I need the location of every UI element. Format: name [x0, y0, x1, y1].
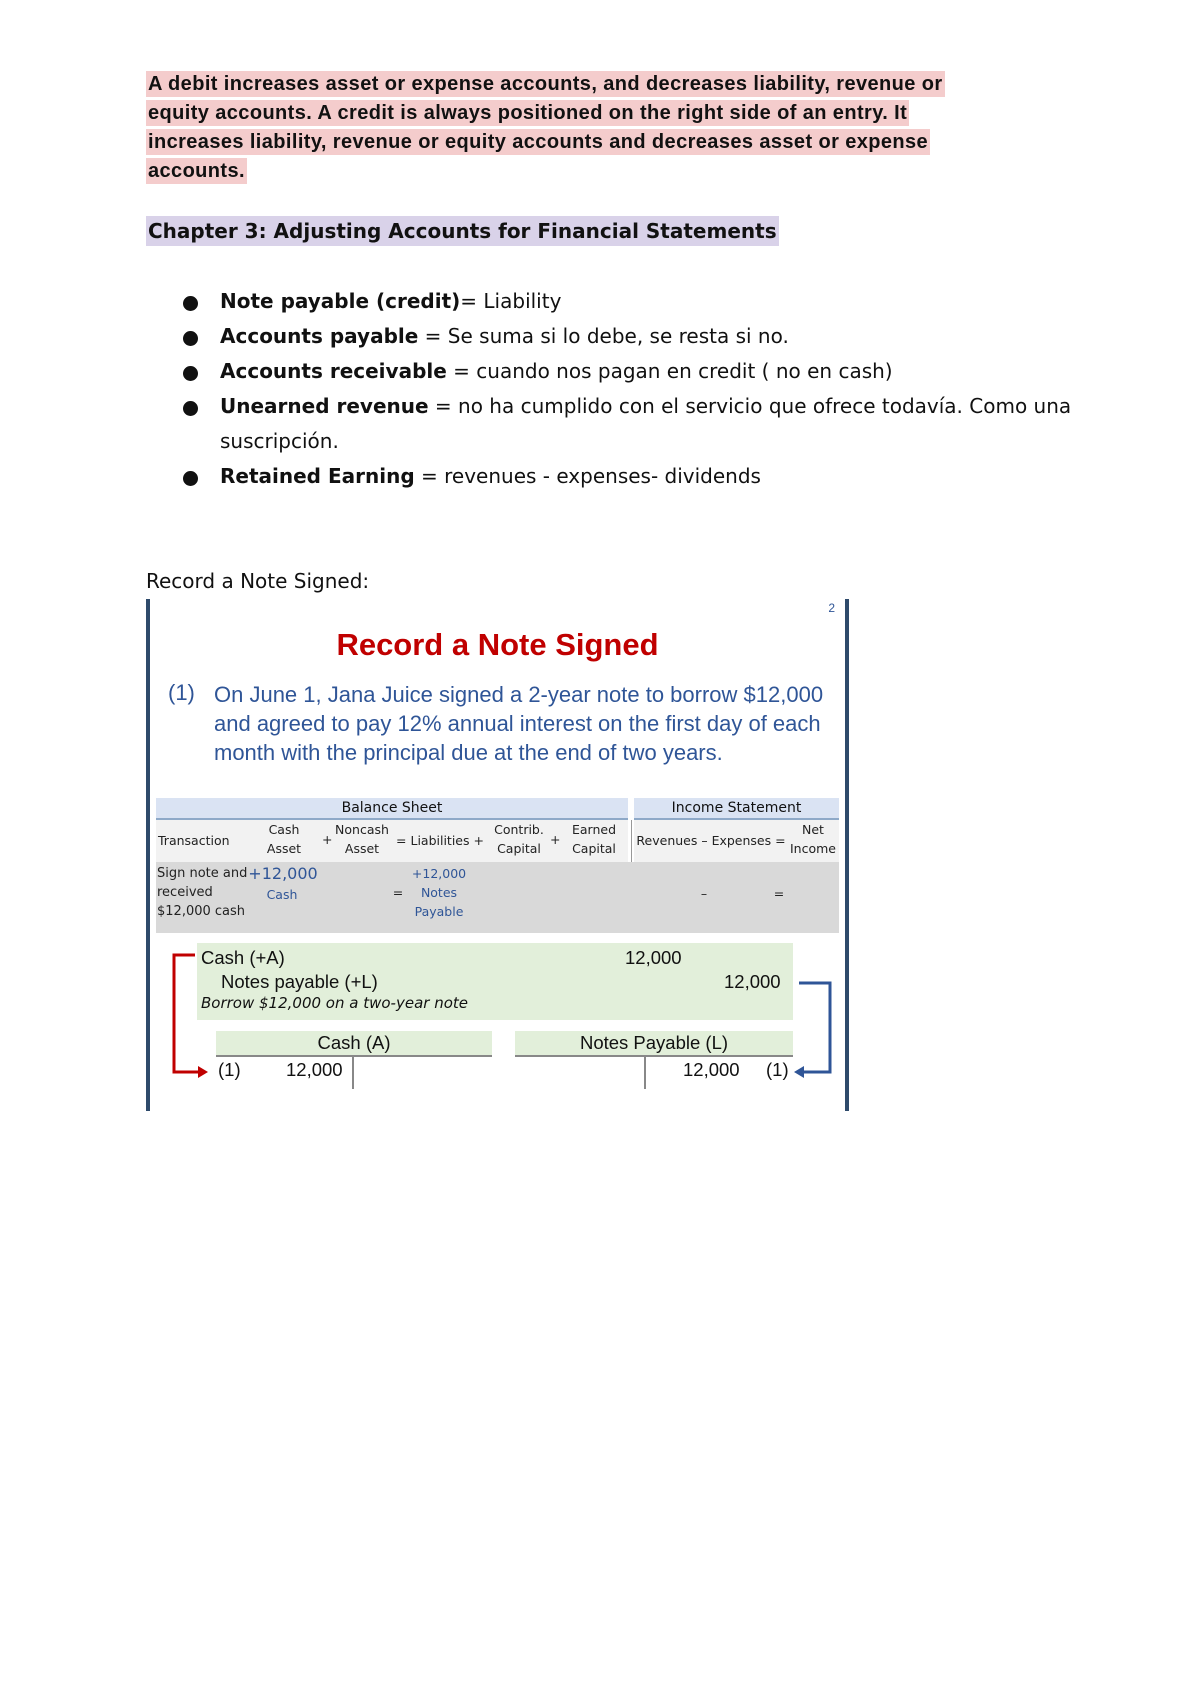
- cash-t-account-title: Cash (A): [216, 1031, 492, 1057]
- term: Accounts receivable: [220, 359, 447, 383]
- earned-line-2: Capital: [572, 841, 616, 856]
- bullet-icon: [183, 401, 198, 416]
- contrib-line-2: Capital: [497, 841, 541, 856]
- intro-line-1: A debit increases asset or expense accounts, and decreases liability, revenue or: [148, 73, 943, 95]
- term: Note payable (credit): [220, 289, 461, 313]
- terms-list: [180, 284, 1080, 494]
- is-equals: =: [773, 886, 785, 901]
- transaction-column-header: Transaction: [158, 833, 230, 848]
- slide-page-number: 2: [828, 601, 835, 615]
- item-number: (1): [168, 680, 195, 705]
- intro-line-2: equity accounts. A credit is always positioned on the right side of an entry. It: [148, 102, 908, 124]
- list-item: [180, 319, 1080, 354]
- transaction-description: On June 1, Jana Juice signed a 2-year note to borrow $12,000 and agreed to pay 12% annual interest on the first day of each month with the principal due at the end of two years.: [214, 682, 824, 765]
- net-income-line-2: Income: [790, 841, 836, 856]
- debit-credit-paragraph: [146, 70, 1026, 186]
- notes-payable-t-account-title: Notes Payable (L): [515, 1031, 793, 1057]
- balance-sheet-header: Balance Sheet: [156, 798, 628, 820]
- noncash-line-1: Noncash: [335, 822, 389, 837]
- cash-t-ref: (1): [218, 1059, 241, 1080]
- record-note-label: Record a Note Signed:: [146, 569, 370, 593]
- contrib-line-1: Contrib.: [494, 822, 544, 837]
- row-label-line-2: received: [157, 885, 213, 900]
- liab-label-line-1: Notes: [420, 885, 458, 900]
- plus-sign: +: [550, 832, 561, 847]
- blue-posting-arrow-icon: [794, 983, 830, 1078]
- debit-amount: 12,000: [625, 947, 682, 968]
- intro-line-4: accounts.: [148, 160, 245, 182]
- bullet-icon: [183, 471, 198, 486]
- posting-arrows: [146, 599, 849, 1111]
- bullet-icon: [183, 331, 198, 346]
- income-statement-header: Income Statement: [634, 798, 839, 820]
- np-t-ref: (1): [766, 1059, 789, 1080]
- journal-explanation: Borrow $12,000 on a two-year note: [201, 994, 468, 1012]
- bullet-icon: [183, 296, 198, 311]
- row-label-line-3: $12,000 cash: [157, 904, 246, 919]
- list-item: [180, 284, 1080, 319]
- liab-label-line-2: Payable: [414, 904, 464, 919]
- debit-account: Cash (+A): [201, 947, 285, 968]
- term: Unearned revenue: [220, 394, 429, 418]
- definition: = Liability: [460, 289, 562, 313]
- term: Retained Earning: [220, 464, 415, 488]
- cash-asset-line-1: Cash: [268, 822, 300, 837]
- earned-line-1: Earned: [571, 822, 617, 837]
- chapter-heading: Chapter 3: Adjusting Accounts for Financial Statements: [146, 216, 779, 246]
- definition: = no ha cumplido con el servicio que ofrece todavía. Como una suscripción.: [220, 394, 1072, 453]
- intro-line-3: increases liability, revenue or equity accounts and decreases asset or expense: [148, 131, 929, 153]
- term: Accounts payable: [220, 324, 419, 348]
- net-income-line-1: Net: [802, 822, 824, 837]
- list-item: [180, 459, 1080, 494]
- credit-amount: 12,000: [724, 971, 781, 992]
- list-item: [180, 354, 1080, 389]
- equals-sign: =: [392, 885, 404, 900]
- noncash-line-2: Asset: [344, 841, 380, 856]
- bullet-icon: [183, 366, 198, 381]
- is-dash: –: [700, 886, 708, 901]
- definition: = revenues - expenses- dividends: [414, 464, 761, 488]
- list-item: [180, 389, 1080, 459]
- cash-t-amount: 12,000: [286, 1059, 343, 1080]
- definition: = cuando nos pagan en credit ( no en cash): [446, 359, 893, 383]
- cash-change-value: +12,000: [248, 864, 318, 883]
- plus-sign: +: [322, 832, 333, 847]
- cash-asset-line-2: Asset: [266, 841, 302, 856]
- liabilities-header: = Liabilities +: [396, 833, 484, 848]
- record-note-slide: [146, 599, 849, 1111]
- red-posting-arrow-icon: [174, 955, 208, 1078]
- credit-account: Notes payable (+L): [221, 971, 378, 992]
- row-label-line-1: Sign note and: [157, 866, 248, 881]
- slide-title: Record a Note Signed: [336, 627, 659, 662]
- np-t-amount: 12,000: [683, 1059, 740, 1080]
- cash-change-label: Cash: [266, 887, 298, 902]
- revenues-expenses-header: Revenues – Expenses =: [636, 833, 786, 848]
- liability-change-value: +12,000: [411, 866, 467, 881]
- definition: = Se suma si lo debe, se resta si no.: [418, 324, 789, 348]
